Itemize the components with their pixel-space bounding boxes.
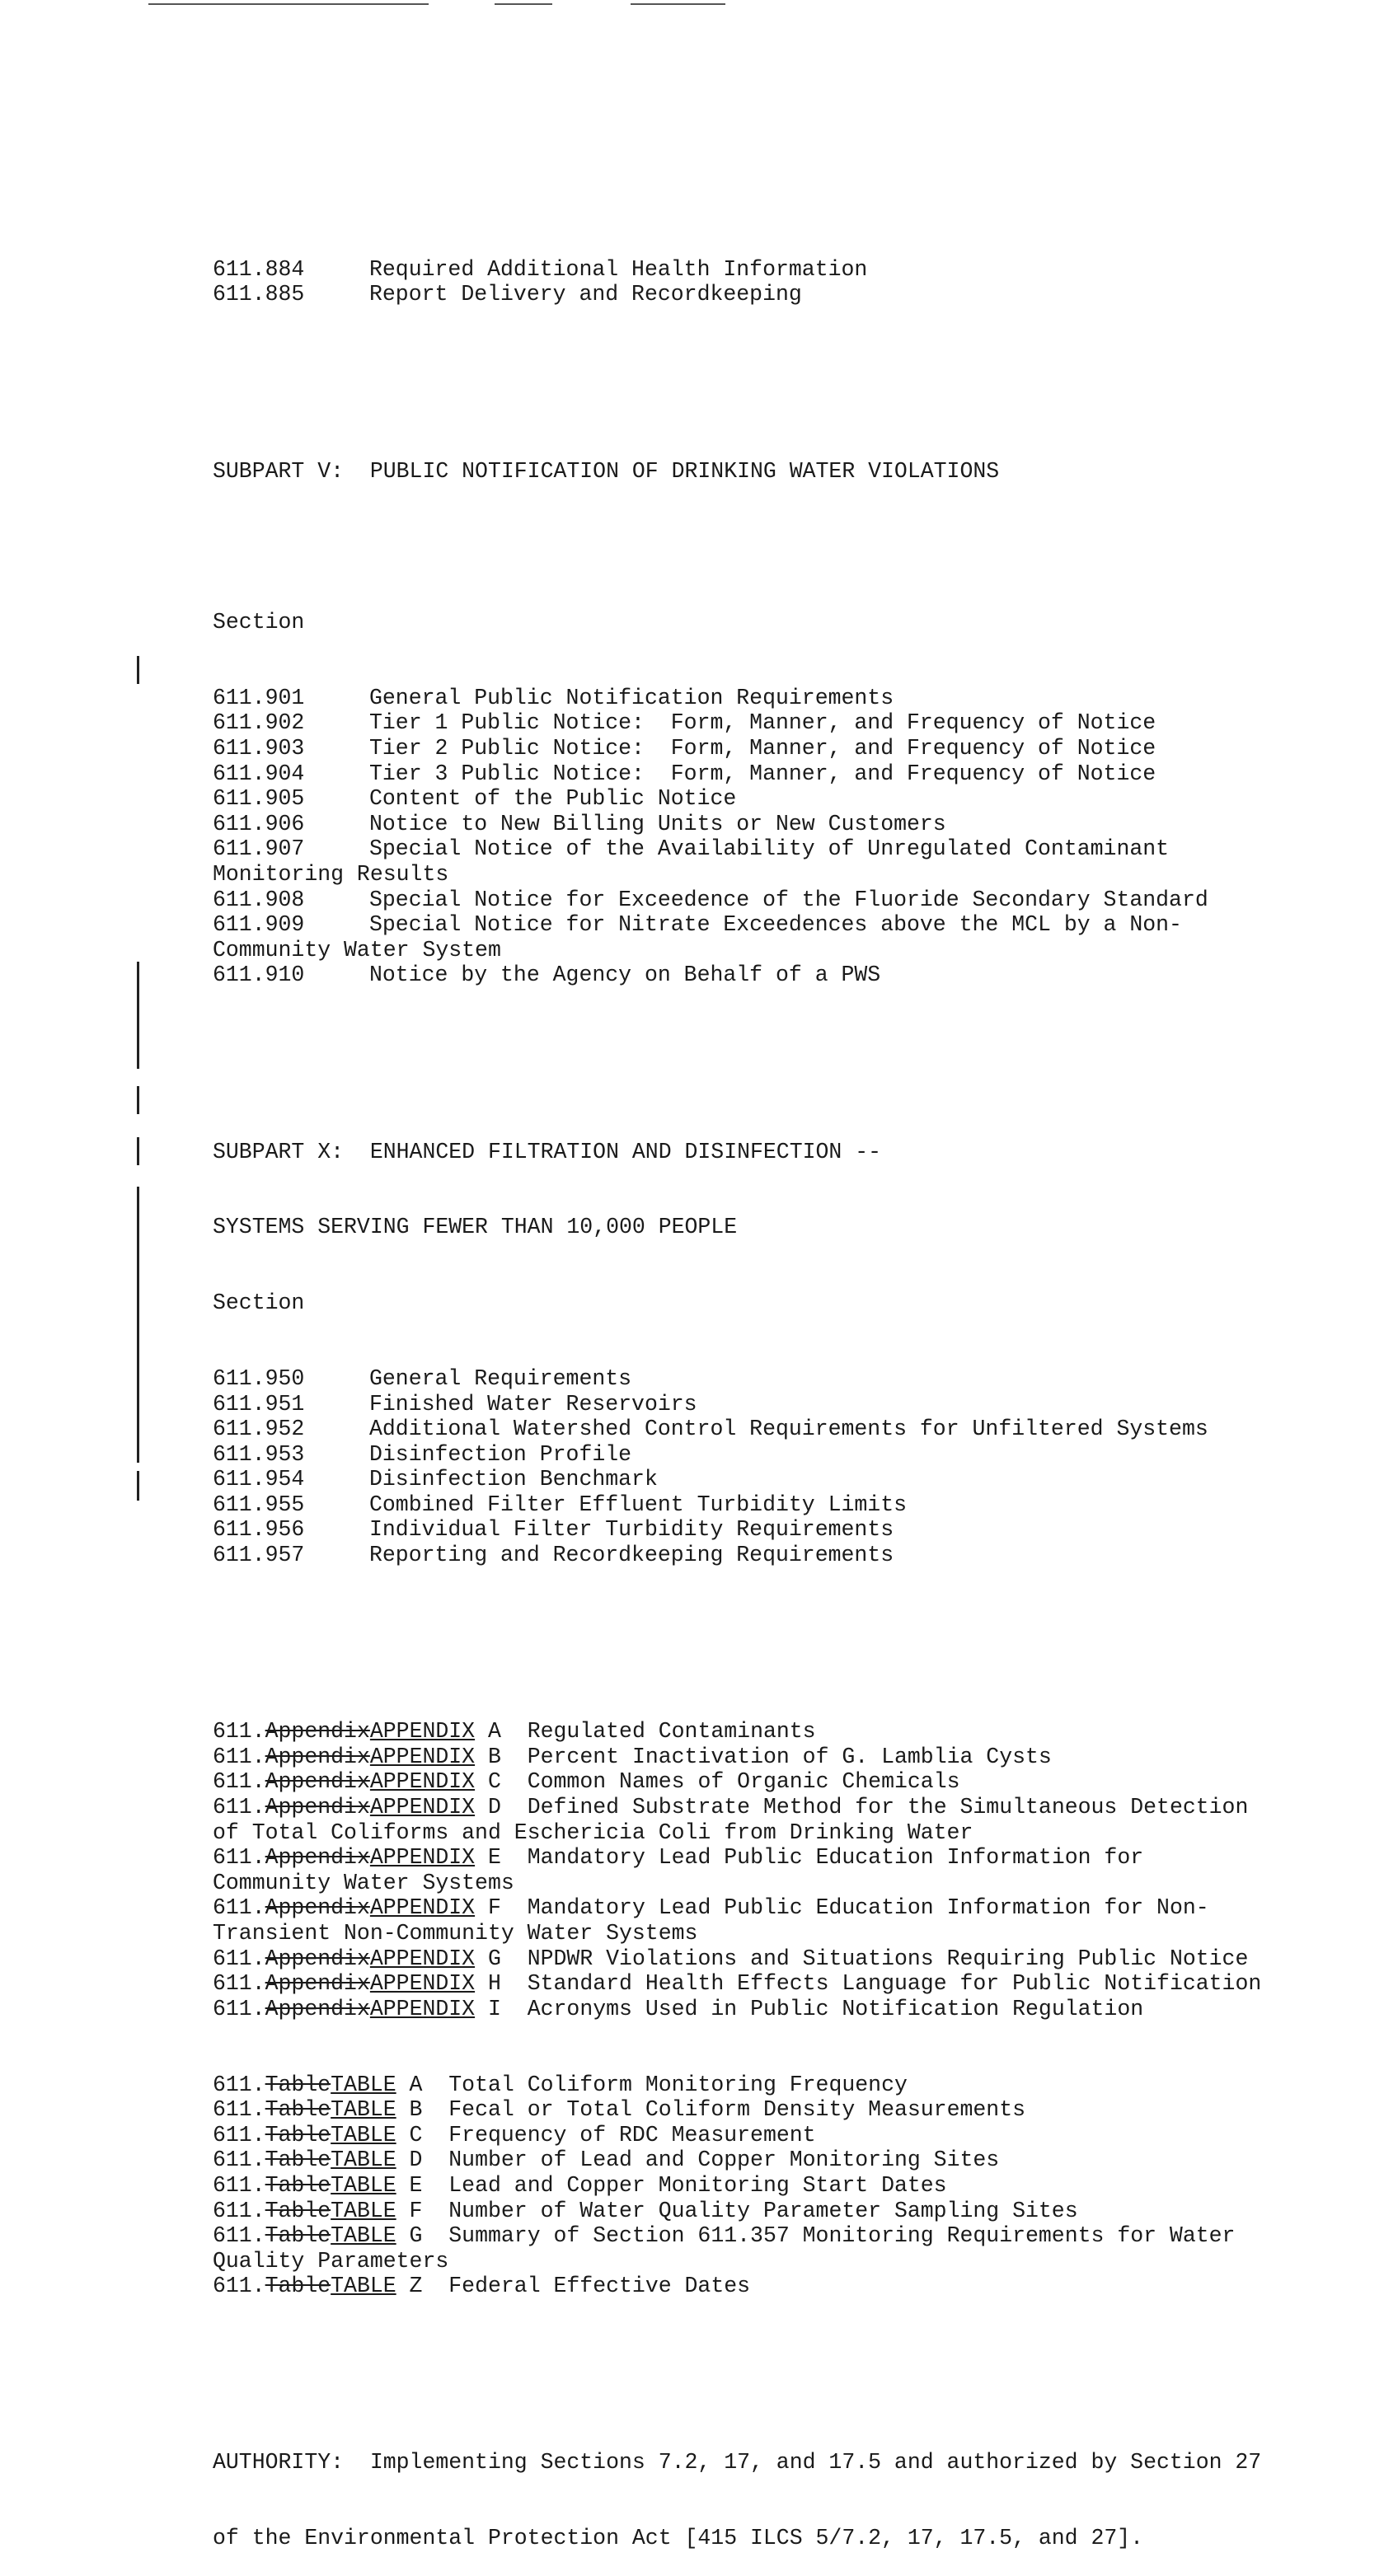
- toc-entry: [213, 710, 1367, 736]
- section-title: General Requirements: [369, 1365, 632, 1391]
- entry-letter: D: [475, 1795, 528, 1820]
- revision-bar: [137, 1086, 139, 1114]
- deleted-text: Appendix: [265, 1996, 370, 2021]
- inserted-text: TABLE: [331, 2198, 396, 2223]
- section-number: 611.909: [213, 912, 305, 938]
- section-number: 611.954: [213, 1467, 305, 1492]
- inserted-text: APPENDIX: [369, 1971, 476, 1997]
- section-number: 611.956: [213, 1517, 305, 1543]
- section-number: 611.952: [213, 1417, 305, 1442]
- toc-entry: [213, 1442, 1367, 1468]
- entry-title: Frequency of RDC Measurement: [448, 2122, 816, 2147]
- section-title: Tier 3 Public Notice: Form, Manner, and Frequency of Notice: [369, 761, 1156, 786]
- toc-entry: [213, 812, 1367, 837]
- section-title: Report Delivery and Recordkeeping: [369, 282, 802, 307]
- entry-letter: C: [396, 2122, 449, 2147]
- inserted-text: APPENDIX: [369, 1769, 476, 1795]
- inserted-text: APPENDIX: [369, 1719, 476, 1745]
- table-entry: [213, 2073, 1367, 2098]
- section-number: 611.884: [213, 256, 305, 282]
- deleted-text: Table: [265, 2274, 331, 2299]
- toc-entry: [213, 1543, 1367, 1568]
- entry-title: Mandatory Lead Public Education Information for: [527, 1845, 1144, 1871]
- deleted-text: Appendix: [265, 1971, 370, 1997]
- appendix-entry: [213, 1895, 1367, 1921]
- entry-prefix: 611.: [213, 2097, 265, 2123]
- document-page: [213, 181, 1367, 2576]
- appendix-entry: [213, 1719, 1367, 1745]
- entry-letter: E: [396, 2172, 449, 2198]
- deleted-text: Table: [265, 2122, 331, 2147]
- entry-letter: A: [475, 1719, 528, 1745]
- authority-line-1: AUTHORITY: Implementing Sections 7.2, 17, and 17.5 and authorized by Section 27: [213, 2450, 1262, 2475]
- entry-letter: G: [475, 1946, 528, 1971]
- entry-letter: F: [475, 1895, 528, 1921]
- entry-letter: Z: [396, 2274, 449, 2299]
- entry-prefix: 611.: [213, 2274, 265, 2299]
- table-entry: [213, 2199, 1367, 2224]
- entry-title: NPDWR Violations and Situations Requiring Public Notice: [527, 1946, 1249, 1971]
- entry-title: Acronyms Used in Public Notification Regulation: [527, 1996, 1144, 2021]
- table-entry: [213, 2173, 1367, 2199]
- entry-prefix: 611.: [213, 2172, 265, 2198]
- deleted-text: Appendix: [265, 1769, 370, 1795]
- section-title: General Public Notification Requirements: [369, 685, 894, 710]
- toc-entry: [213, 912, 1367, 938]
- scan-mark-top-3: [631, 3, 725, 5]
- entry-letter: G: [396, 2223, 449, 2249]
- section-number: 611.910: [213, 962, 305, 988]
- section-number: 611.908: [213, 887, 305, 912]
- table-entry: [213, 2097, 1367, 2123]
- inserted-text: APPENDIX: [369, 1845, 476, 1871]
- appendix-entry: [213, 1845, 1367, 1871]
- inserted-text: TABLE: [331, 2172, 396, 2198]
- entry-title: Defined Substrate Method for the Simultaneous Detection: [527, 1795, 1249, 1820]
- entry-title-continued: Quality Parameters: [213, 2248, 449, 2274]
- toc-entry: [213, 282, 1367, 307]
- inserted-text: TABLE: [331, 2223, 396, 2249]
- toc-entry: [213, 1392, 1367, 1417]
- entry-prefix: 611.: [213, 1971, 265, 1997]
- subpart-x-list: [213, 1366, 1367, 1568]
- appendix-entry: [213, 1795, 1367, 1820]
- revision-bar: [137, 962, 139, 1069]
- scan-mark-top-1: [148, 3, 429, 5]
- section-title: Disinfection Benchmark: [369, 1467, 658, 1492]
- entry-title: Summary of Section 611.357 Monitoring Requirements for Water: [448, 2223, 1236, 2249]
- entry-prefix: 611.: [213, 1996, 265, 2021]
- entry-letter: H: [475, 1971, 528, 1997]
- entry-prefix: 611.: [213, 1845, 265, 1871]
- subpart-v-section-label: Section: [213, 610, 305, 635]
- entry-prefix: 611.: [213, 2072, 265, 2097]
- entry-title: Common Names of Organic Chemicals: [527, 1769, 960, 1795]
- section-title: Finished Water Reservoirs: [369, 1391, 697, 1417]
- deleted-text: Table: [265, 2198, 331, 2223]
- revision-bar: [137, 1137, 139, 1165]
- section-title-continued: Monitoring Results: [213, 862, 449, 888]
- section-number: 611.903: [213, 736, 305, 761]
- entry-title: Total Coliform Monitoring Frequency: [448, 2072, 908, 2097]
- table-entry: [213, 2123, 1367, 2148]
- entry-letter: E: [475, 1845, 528, 1871]
- entry-prefix: 611.: [213, 1946, 265, 1971]
- section-number: 611.953: [213, 1441, 305, 1467]
- inserted-text: TABLE: [331, 2122, 396, 2147]
- table-entry: [213, 2147, 1367, 2173]
- section-title: Tier 2 Public Notice: Form, Manner, and Frequency of Notice: [369, 736, 1156, 761]
- entry-title: Percent Inactivation of G. Lamblia Cysts: [527, 1744, 1052, 1769]
- section-title-continued: Community Water System: [213, 937, 501, 962]
- section-title: Disinfection Profile: [369, 1441, 632, 1467]
- section-number: 611.907: [213, 836, 305, 862]
- section-title: Notice by the Agency on Behalf of a PWS: [369, 962, 881, 988]
- toc-entry: [213, 1366, 1367, 1392]
- entry-letter: I: [475, 1996, 528, 2021]
- entry-prefix: 611.: [213, 1795, 265, 1820]
- revision-bar: [137, 1187, 139, 1463]
- section-title: Notice to New Billing Units or New Customers: [369, 811, 946, 836]
- entry-letter: F: [396, 2198, 449, 2223]
- toc-entry: [213, 1417, 1367, 1442]
- section-title: Special Notice of the Availability of Unregulated Contaminant: [369, 836, 1170, 862]
- deleted-text: Table: [265, 2172, 331, 2198]
- section-number: 611.957: [213, 1543, 305, 1568]
- inserted-text: TABLE: [331, 2072, 396, 2097]
- toc-top-section: [213, 257, 1367, 307]
- appendix-entry: [213, 1971, 1367, 1997]
- inserted-text: TABLE: [331, 2147, 396, 2173]
- appendix-entry: [213, 1946, 1367, 1972]
- entry-title: Standard Health Effects Language for Public Notification: [527, 1971, 1262, 1997]
- subpart-v-heading: SUBPART V: PUBLIC NOTIFICATION OF DRINKING WATER VIOLATIONS: [213, 458, 1000, 484]
- scan-mark-top-2: [495, 3, 552, 5]
- inserted-text: TABLE: [331, 2097, 396, 2123]
- section-title: Content of the Public Notice: [369, 786, 737, 812]
- toc-entry: [213, 1467, 1367, 1492]
- entry-title: Number of Water Quality Parameter Sampling Sites: [448, 2198, 1078, 2223]
- section-title: Individual Filter Turbidity Requirements: [369, 1517, 894, 1543]
- inserted-text: APPENDIX: [369, 1895, 476, 1921]
- authority-line-2: of the Environmental Protection Act [415 ILCS 5/7.2, 17, 17.5, and 27].: [213, 2526, 1144, 2551]
- section-title: Required Additional Health Information: [369, 256, 868, 282]
- deleted-text: Appendix: [265, 1719, 370, 1745]
- section-title: Special Notice for Nitrate Exceedences above the MCL by a Non-: [369, 912, 1182, 938]
- section-number: 611.901: [213, 685, 305, 710]
- section-title: Additional Watershed Control Requirements for Unfiltered Systems: [369, 1417, 1208, 1442]
- section-number: 611.905: [213, 786, 305, 812]
- section-number: 611.950: [213, 1365, 305, 1391]
- table-entry: [213, 2274, 1367, 2299]
- section-number: 611.951: [213, 1391, 305, 1417]
- deleted-text: Table: [265, 2097, 331, 2123]
- deleted-text: Table: [265, 2223, 331, 2249]
- toc-entry: [213, 1492, 1367, 1518]
- entry-prefix: 611.: [213, 2198, 265, 2223]
- inserted-text: APPENDIX: [369, 1946, 476, 1971]
- subpart-x-heading-1: SUBPART X: ENHANCED FILTRATION AND DISINFECTION --: [213, 1139, 882, 1164]
- appendix-entry: [213, 1745, 1367, 1770]
- entry-title: Lead and Copper Monitoring Start Dates: [448, 2172, 947, 2198]
- appendix-entry: [213, 1769, 1367, 1795]
- section-number: 611.906: [213, 811, 305, 836]
- section-title: Tier 1 Public Notice: Form, Manner, and Frequency of Notice: [369, 710, 1156, 736]
- table-entry: [213, 2223, 1367, 2249]
- section-title: Reporting and Recordkeeping Requirements: [369, 1543, 894, 1568]
- entry-prefix: 611.: [213, 1769, 265, 1795]
- entry-letter: A: [396, 2072, 449, 2097]
- subpart-x-heading-2: SYSTEMS SERVING FEWER THAN 10,000 PEOPLE: [213, 1215, 738, 1240]
- deleted-text: Table: [265, 2147, 331, 2173]
- toc-entry: [213, 257, 1367, 283]
- toc-entry: [213, 761, 1367, 787]
- appendix-list: [213, 1719, 1367, 2021]
- entry-title: Number of Lead and Copper Monitoring Sites: [448, 2147, 1000, 2173]
- deleted-text: Appendix: [265, 1895, 370, 1921]
- entry-prefix: 611.: [213, 1744, 265, 1769]
- entry-letter: B: [396, 2097, 449, 2123]
- toc-entry: [213, 736, 1367, 761]
- subpart-v-list: [213, 686, 1367, 988]
- deleted-text: Appendix: [265, 1946, 370, 1971]
- entry-letter: C: [475, 1769, 528, 1795]
- toc-entry: [213, 686, 1367, 711]
- toc-entry: [213, 836, 1367, 862]
- deleted-text: Table: [265, 2072, 331, 2097]
- deleted-text: Appendix: [265, 1744, 370, 1769]
- toc-entry: [213, 786, 1367, 812]
- entry-prefix: 611.: [213, 2147, 265, 2173]
- entry-title: Federal Effective Dates: [448, 2274, 751, 2299]
- entry-title-continued: Community Water Systems: [213, 1870, 514, 1895]
- entry-title: Mandatory Lead Public Education Information for Non-: [527, 1895, 1209, 1921]
- deleted-text: Appendix: [265, 1795, 370, 1820]
- revision-bar: [137, 656, 139, 684]
- entry-prefix: 611.: [213, 1719, 265, 1745]
- inserted-text: APPENDIX: [369, 1744, 476, 1769]
- inserted-text: APPENDIX: [369, 1996, 476, 2021]
- entry-title-continued: of Total Coliforms and Eschericia Coli from Drinking Water: [213, 1820, 973, 1845]
- entry-title: Regulated Contaminants: [527, 1719, 816, 1745]
- entry-title-continued: Transient Non-Community Water Systems: [213, 1920, 698, 1946]
- table-list: [213, 2073, 1367, 2299]
- section-number: 611.904: [213, 761, 305, 786]
- inserted-text: TABLE: [331, 2274, 396, 2299]
- toc-entry: [213, 962, 1367, 988]
- entry-letter: B: [475, 1744, 528, 1769]
- entry-prefix: 611.: [213, 1895, 265, 1921]
- appendix-entry: [213, 1997, 1367, 2022]
- toc-entry: [213, 888, 1367, 913]
- subpart-x-section-label: Section: [213, 1290, 305, 1316]
- entry-letter: D: [396, 2147, 449, 2173]
- inserted-text: APPENDIX: [369, 1795, 476, 1820]
- section-title: Special Notice for Exceedence of the Fluoride Secondary Standard: [369, 887, 1208, 912]
- deleted-text: Appendix: [265, 1845, 370, 1871]
- revision-bar: [137, 1471, 139, 1501]
- entry-prefix: 611.: [213, 2122, 265, 2147]
- entry-prefix: 611.: [213, 2223, 265, 2249]
- section-number: 611.955: [213, 1492, 305, 1517]
- section-number: 611.885: [213, 282, 305, 307]
- section-title: Combined Filter Effluent Turbidity Limits: [369, 1492, 908, 1517]
- section-number: 611.902: [213, 710, 305, 736]
- entry-title: Fecal or Total Coliform Density Measurements: [448, 2097, 1025, 2123]
- toc-entry: [213, 1517, 1367, 1543]
